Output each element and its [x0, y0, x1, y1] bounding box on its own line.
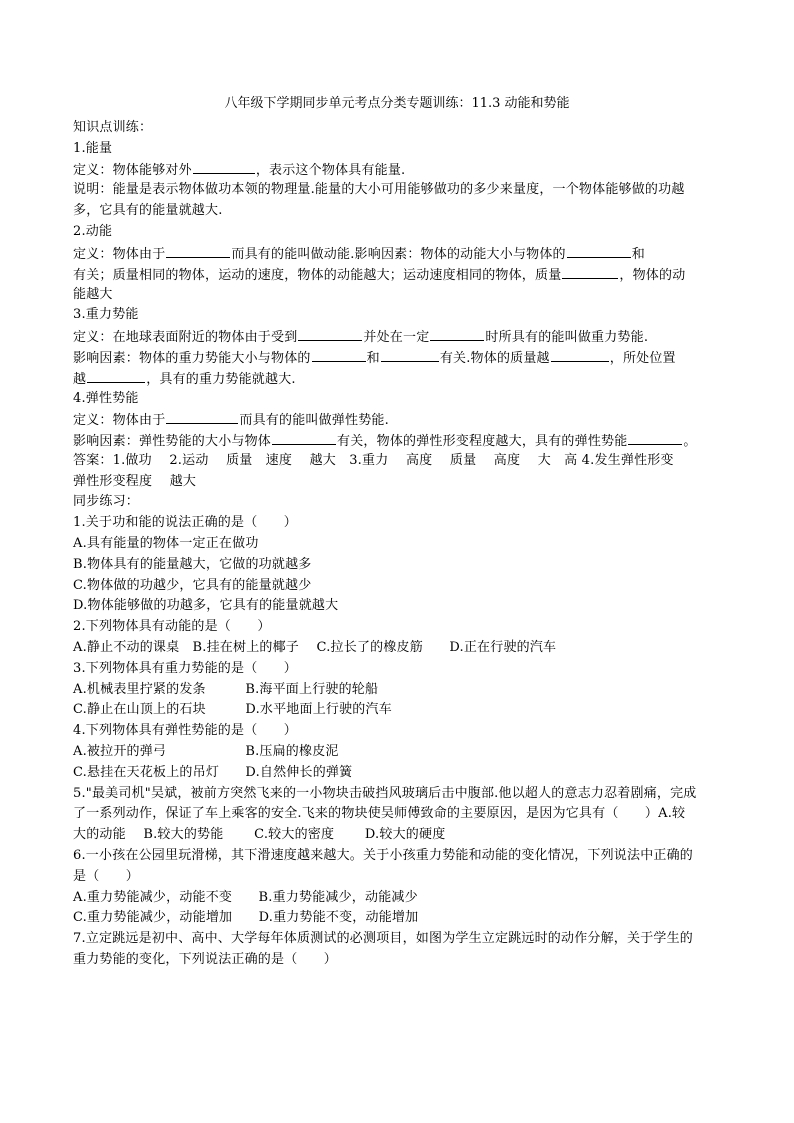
section-2-heading: 2.动能 — [73, 224, 113, 239]
section-4-line: 定义：物体由于 而具有的能叫做弹性势能. — [73, 413, 389, 428]
section-3-line: 影响因素：物体的重力势能大小与物体的 和 有关.物体的质量越 ，所处位置 — [73, 351, 676, 366]
question-option: B.物体具有的能量越大，它做的功就越多 — [73, 557, 312, 572]
section-4-heading: 4.弹性势能 — [73, 391, 139, 406]
section-2-line: 能越大 — [73, 287, 113, 302]
fill-blank — [193, 161, 255, 174]
section-2-line: 定义：物体由于 而具有的能叫做动能.影响因素：物体的动能大小与物体的 和 — [73, 247, 645, 262]
fill-blank — [272, 432, 336, 445]
section-1-note-line: 说明：能量是表示物体做功本领的物理量.能量的大小可用能够做功的多少来量度，一个物体能够做的功越 — [73, 182, 685, 197]
question-6: 6.一小孩在公园里玩滑梯，其下滑速度越来越大。关于小孩重力势能和动能的变化情况，下列说法中正确的 — [73, 848, 694, 863]
fill-blank — [166, 411, 238, 424]
fill-blank — [562, 266, 618, 279]
fill-blank — [628, 432, 682, 445]
page-title: 八年级下学期同步单元考点分类专题训练：11.3 动能和势能 — [224, 96, 570, 111]
question-options: C.重力势能减少，动能增加 D.重力势能不变，动能增加 — [73, 910, 419, 925]
answer-line: 答案：1.做功 2.运动 质量 速度 越大 3.重力 高度 质量 高度 大 高 4.发生弹性形变 — [73, 453, 674, 468]
fill-blank — [551, 349, 609, 362]
knowledge-heading: 知识点训练： — [73, 120, 153, 135]
practice-heading: 同步练习： — [73, 494, 140, 509]
question-options: A.重力势能减少，动能不变 B.重力势能减少，动能减少 — [73, 890, 418, 905]
fill-blank — [381, 349, 439, 362]
section-1-heading: 1.能量 — [73, 141, 113, 156]
section-1-note-line: 多，它具有的能量就越大. — [73, 203, 223, 218]
question-7-continued: 重力势能的变化，下列说法正确的是（ ） — [73, 952, 338, 967]
question-option: A.具有能量的物体一定正在做功 — [73, 536, 259, 551]
section-1-definition: 定义：物体能够对外 ，表示这个物体具有能量. — [73, 163, 406, 178]
fill-blank — [298, 328, 362, 341]
section-4-line: 影响因素：弹性势能的大小与物体 有关，物体的弹性形变程度越大，具有的弹性势能 。 — [73, 434, 697, 449]
question-3: 3.下列物体具有重力势能的是（ ） — [73, 661, 298, 676]
question-1: 1.关于功和能的说法正确的是（ ） — [73, 515, 298, 530]
fill-blank — [312, 349, 366, 362]
fill-blank — [87, 370, 145, 383]
fill-blank — [430, 328, 484, 341]
question-option: D.物体能够做的功越多，它具有的能量就越大 — [73, 598, 339, 613]
question-4: 4.下列物体具有弹性势能的是（ ） — [73, 723, 298, 738]
question-options: C.静止在山顶上的石块 D.水平地面上行驶的汽车 — [73, 702, 392, 717]
answer-line: 弹性形变程度 越大 — [73, 474, 197, 489]
question-2: 2.下列物体具有动能的是（ ） — [73, 619, 271, 634]
section-3-line: 定义：在地球表面附近的物体由于受到 并处在一定 时所具有的能叫做重力势能. — [73, 330, 649, 345]
question-options: C.悬挂在天花板上的吊灯 D.自然伸长的弹簧 — [73, 765, 353, 780]
section-3-line: 越 ，具有的重力势能就越大. — [73, 372, 296, 387]
question-6-continued: 是（ ） — [73, 869, 140, 884]
question-options: 大的动能 B.较大的势能 C.较大的密度 D.较大的硬度 — [73, 827, 446, 842]
question-options: A.机械表里拧紧的发条 B.海平面上行驶的轮船 — [73, 682, 379, 697]
fill-blank — [166, 245, 230, 258]
fill-blank — [567, 245, 631, 258]
question-5: 5."最美司机"吴斌，被前方突然飞来的一小物块击破挡风玻璃后击中腹部.他以超人的意志力忍着剧痛，完成 — [73, 786, 697, 801]
section-3-heading: 3.重力势能 — [73, 307, 139, 322]
question-5-continued: 了一系列动作，保证了车上乘客的安全.飞来的物块使吴师傅致命的主要原因，是因为它具有（ ）A.较 — [73, 806, 686, 821]
question-option: C.物体做的功越少，它具有的能量就越少 — [73, 578, 312, 593]
question-options: A.静止不动的课桌 B.挂在树上的椰子 C.拉长了的橡皮筋 D.正在行驶的汽车 — [73, 640, 557, 655]
question-options: A.被拉开的弹弓 B.压扁的橡皮泥 — [73, 744, 339, 759]
section-2-line: 有关；质量相同的物体，运动的速度，物体的动能越大；运动速度相同的物体，质量 ，物体的动 — [73, 268, 686, 283]
question-7: 7.立定跳远是初中、高中、大学每年体质测试的必测项目，如图为学生立定跳远时的动作分解，关于学生的 — [73, 931, 694, 946]
